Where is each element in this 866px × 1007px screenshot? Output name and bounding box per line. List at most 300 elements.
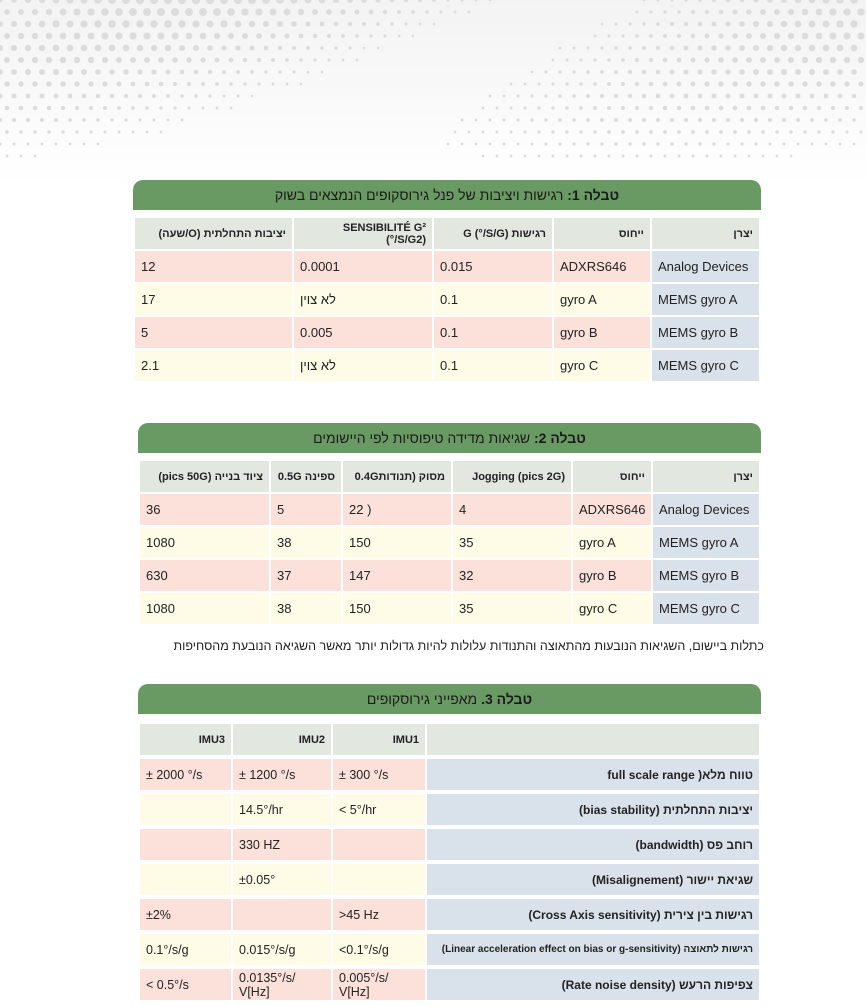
table-cell: [333, 864, 425, 895]
decorative-dot: [739, 45, 745, 51]
decorative-dot: [782, 118, 786, 122]
decorative-dot: [249, 21, 255, 27]
decorative-dot: [677, 34, 681, 38]
decorative-dot: [115, 8, 123, 16]
table-cell: 0.0135°/s/ V[Hz]: [233, 969, 331, 1000]
decorative-dot: [418, 0, 422, 2]
decorative-dot: [663, 58, 668, 63]
decorative-dot: [151, 69, 156, 74]
decorative-dot: [705, 10, 709, 14]
decorative-dot: [607, 58, 611, 62]
decorative-dot: [18, 9, 24, 15]
decorative-dot: [278, 46, 282, 50]
decorative-dot: [600, 46, 603, 49]
decorative-dot: [447, 143, 450, 146]
decorative-dot: [718, 57, 724, 63]
table-cell: ± 300 °/s: [333, 759, 425, 790]
table-1-title: טבלה 1: רגישות ויציבות של פנל גירוסקופים הנמצאים בשוק: [133, 180, 761, 210]
decorative-dot: [179, 45, 185, 51]
decorative-dot: [726, 118, 730, 122]
decorative-dot: [823, 69, 829, 75]
decorative-dot: [312, 9, 318, 15]
decorative-dot: [313, 58, 316, 61]
decorative-dot: [361, 0, 367, 3]
decorative-dot: [656, 142, 659, 145]
table-cell: 630: [140, 560, 269, 591]
decorative-dot: [0, 0, 3, 3]
decorative-dot: [327, 34, 331, 38]
table-row: [135, 350, 759, 381]
decorative-dot: [208, 94, 211, 97]
decorative-dot: [656, 118, 660, 122]
table-cell: gyro A: [573, 527, 651, 558]
decorative-dot: [186, 33, 193, 40]
column-header: מסוק (תנודות0.4G: [343, 461, 451, 492]
decorative-dot: [788, 9, 794, 15]
table-cell: 36: [140, 494, 269, 525]
decorative-dot: [489, 143, 492, 146]
decorative-dot: [851, 69, 857, 75]
decorative-dot: [221, 45, 226, 50]
decorative-dot: [202, 107, 205, 110]
decorative-dot: [683, 69, 688, 74]
decorative-dot: [566, 59, 569, 62]
decorative-dot: [760, 81, 765, 86]
decorative-dot: [544, 94, 547, 97]
decorative-dot: [725, 69, 731, 75]
decorative-dot: [454, 131, 457, 134]
decorative-dot: [186, 57, 191, 62]
decorative-dot: [363, 47, 366, 50]
decorative-dot: [200, 57, 205, 62]
decorative-dot: [754, 142, 757, 145]
decorative-dot: [586, 142, 589, 145]
decorative-dot: [194, 70, 199, 75]
table-cell: רגישות בין צירית (Cross Axis sensitivity): [427, 899, 759, 930]
column-header: Jogging (pics 2G): [453, 461, 571, 492]
decorative-dot: [635, 82, 639, 86]
table-cell: MEMS gyro A: [652, 284, 759, 315]
decorative-dot: [621, 106, 625, 110]
table-cell: 12: [135, 251, 292, 282]
decorative-dot: [33, 130, 37, 134]
table-header-row: [140, 724, 759, 755]
decorative-dot: [748, 155, 751, 158]
decorative-dot: [650, 155, 653, 158]
decorative-dot: [11, 0, 17, 3]
decorative-dot: [222, 94, 225, 97]
decorative-dot: [468, 11, 471, 14]
decorative-dot: [214, 33, 220, 39]
decorative-dot: [18, 81, 24, 87]
decorative-dot: [608, 35, 611, 38]
table-cell: 0.1: [434, 284, 552, 315]
decorative-dot: [739, 69, 745, 75]
decorative-dot: [18, 33, 24, 39]
decorative-dot: [768, 118, 772, 122]
decorative-dot: [677, 10, 681, 14]
table-row: [140, 494, 759, 525]
decorative-dot: [0, 69, 3, 75]
decorative-dot: [235, 21, 242, 28]
decorative-dot: [26, 142, 29, 145]
decorative-dot: [326, 9, 332, 15]
decorative-dot: [698, 118, 702, 122]
decorative-dot: [172, 33, 179, 40]
decorative-dot: [572, 142, 575, 145]
decorative-dot: [678, 155, 681, 158]
decorative-dot: [164, 20, 172, 28]
table-cell: 0.1: [434, 350, 552, 381]
decorative-dot: [740, 0, 745, 2]
decorative-dot: [803, 106, 807, 110]
decorative-dot: [34, 155, 37, 158]
decorative-dot: [733, 130, 737, 134]
table-cell: 4: [453, 494, 571, 525]
decorative-dot: [796, 94, 801, 99]
decorative-dot: [510, 83, 513, 86]
decorative-dot: [503, 95, 506, 98]
decorative-dot: [558, 142, 561, 145]
decorative-dot: [649, 58, 653, 62]
decorative-dot: [822, 20, 829, 27]
decorative-dot: [201, 82, 205, 86]
table-cell: 2.1: [135, 350, 292, 381]
decorative-dot: [320, 46, 324, 50]
decorative-dot: [362, 22, 366, 26]
decorative-dot: [684, 46, 689, 51]
decorative-dot: [375, 0, 380, 3]
decorative-dot: [530, 94, 533, 97]
decorative-dot: [411, 10, 415, 14]
decorative-dot: [761, 106, 766, 111]
decorative-dot: [795, 21, 802, 28]
decorative-dot: [621, 82, 625, 86]
decorative-dot: [580, 155, 583, 158]
decorative-dot: [593, 82, 597, 86]
decorative-dot: [753, 21, 759, 27]
decorative-dot: [172, 57, 178, 63]
decorative-dot: [795, 45, 802, 52]
table-cell: 35: [453, 527, 571, 558]
decorative-dot: [600, 70, 604, 74]
decorative-dot: [690, 81, 695, 86]
decorative-dot: [53, 21, 60, 28]
decorative-dot: [740, 118, 744, 122]
decorative-dot: [502, 118, 505, 121]
decorative-dot: [642, 70, 647, 75]
decorative-dot: [552, 155, 555, 158]
table-cell: gyro B: [554, 317, 650, 348]
decorative-dot: [719, 10, 724, 15]
decorative-dot: [39, 0, 45, 3]
decorative-dot: [348, 22, 352, 26]
decorative-dot: [825, 143, 828, 146]
decorative-dot: [376, 22, 380, 26]
decorative-dot: [165, 45, 171, 51]
table-cell: ± 2000 °/s: [140, 759, 231, 790]
decorative-dot: [558, 118, 562, 122]
decorative-dot: [25, 69, 31, 75]
decorative-dot: [264, 70, 267, 73]
decorative-dot: [277, 21, 283, 27]
decorative-dot: [187, 106, 190, 109]
decorative-dot: [181, 119, 184, 122]
decorative-dot: [859, 106, 863, 110]
decorative-dot: [110, 118, 113, 121]
decorative-dot: [20, 155, 23, 158]
decorative-dot: [857, 32, 864, 39]
decorative-dot: [95, 45, 102, 52]
decorative-dot: [810, 94, 815, 99]
decorative-dot: [850, 20, 857, 27]
table-cell: 5: [271, 494, 341, 525]
decorative-dot: [46, 81, 51, 86]
decorative-dot: [510, 107, 513, 110]
decorative-dot: [775, 106, 780, 111]
decorative-dot: [73, 8, 80, 15]
decorative-dot: [215, 58, 220, 63]
decorative-dot: [803, 130, 806, 133]
decorative-dot: [101, 8, 109, 16]
table-cell: 1080: [140, 593, 269, 624]
decorative-dot: [32, 81, 38, 87]
decorative-dot: [739, 21, 745, 27]
decorative-dot: [12, 118, 16, 122]
decorative-dot: [5, 130, 9, 134]
table-cell: ±0.05°: [233, 864, 331, 895]
decorative-dot: [69, 143, 72, 146]
decorative-dot: [811, 143, 814, 146]
decorative-dot: [461, 119, 464, 122]
decorative-dot: [354, 9, 359, 14]
decorative-dot: [68, 118, 72, 122]
decorative-dot: [101, 32, 108, 39]
decorative-dot: [109, 69, 115, 75]
decorative-dot: [89, 130, 92, 133]
decorative-dot: [285, 58, 289, 62]
decorative-dot: [81, 45, 88, 52]
decorative-dot: [355, 34, 359, 38]
decorative-dot: [831, 130, 834, 133]
decorative-dot: [102, 81, 107, 86]
decorative-dot: [711, 45, 716, 50]
decorative-dot: [132, 131, 135, 134]
decorative-dot: [164, 0, 172, 4]
decorative-dot: [270, 33, 275, 38]
decorative-dot: [579, 82, 583, 86]
decorative-dot: [614, 94, 618, 98]
decorative-dot: [151, 45, 157, 51]
decorative-dot: [263, 21, 269, 27]
decorative-dot: [356, 59, 359, 62]
decorative-dot: [0, 21, 3, 27]
decorative-dot: [636, 155, 639, 158]
decorative-dot: [670, 0, 673, 2]
decorative-dot: [725, 93, 730, 98]
table-cell: gyro A: [554, 284, 650, 315]
decorative-dot: [89, 106, 93, 110]
decorative-dot: [87, 32, 94, 39]
decorative-dot: [432, 0, 436, 2]
decorative-dot: [39, 45, 46, 52]
decorative-dot: [809, 45, 816, 52]
decorative-dot: [734, 155, 737, 158]
decorative-dot: [110, 94, 114, 98]
decorative-dot: [482, 131, 485, 134]
decorative-dot: [816, 9, 823, 16]
decorative-dot: [425, 10, 428, 13]
decorative-dot: [579, 130, 583, 134]
decorative-dot: [830, 57, 836, 63]
decorative-dot: [138, 118, 141, 121]
decorative-dot: [656, 46, 660, 50]
decorative-dot: [53, 69, 59, 75]
decorative-dot: [838, 118, 842, 122]
decorative-dot: [243, 58, 248, 63]
decorative-dot: [206, 0, 214, 4]
table-cell: ADXRS646: [573, 494, 651, 525]
decorative-dot: [607, 82, 611, 86]
decorative-dot: [404, 22, 407, 25]
decorative-dot: [565, 106, 569, 110]
decorative-dot: [117, 106, 121, 110]
decorative-dot: [712, 142, 715, 145]
decorative-dot: [836, 0, 843, 4]
table-cell: 0.005: [294, 317, 432, 348]
decorative-dot: [160, 131, 163, 134]
decorative-dot: [649, 10, 652, 13]
decorative-dot: [838, 94, 843, 99]
decorative-dot: [61, 106, 65, 110]
decorative-dot: [298, 9, 304, 15]
decorative-dot: [565, 130, 568, 133]
decorative-dot: [790, 155, 793, 158]
decorative-dot: [788, 57, 794, 63]
decorative-dot: [781, 93, 786, 98]
decorative-dot: [551, 82, 554, 85]
decorative-dot: [705, 34, 710, 39]
decorative-dot: [306, 46, 310, 50]
decorative-dot: [858, 57, 864, 63]
table-cell: MEMS gyro C: [653, 593, 759, 624]
decorative-dot: [250, 70, 254, 74]
decorative-dot: [234, 0, 242, 4]
decorative-dot: [510, 155, 513, 158]
decorative-dot: [753, 93, 758, 98]
decorative-dot: [88, 81, 93, 86]
decorative-dot: [166, 70, 171, 75]
decorative-dot: [255, 8, 262, 15]
decorative-dot: [552, 59, 555, 62]
decorative-dot: [697, 69, 702, 74]
decorative-dot: [256, 33, 262, 39]
decorative-dot: [32, 9, 38, 15]
decorative-dot: [670, 46, 675, 51]
decorative-dot: [75, 130, 78, 133]
decorative-dot: [845, 130, 848, 133]
decorative-dot: [192, 20, 199, 27]
decorative-dot: [740, 142, 743, 145]
decorative-dot: [74, 57, 80, 63]
decorative-dot: [199, 8, 207, 16]
decorative-dot: [460, 0, 463, 2]
decorative-dot: [143, 8, 151, 16]
decorative-dot: [146, 131, 149, 134]
decorative-dot: [739, 93, 744, 98]
table-cell: רגישות לתאוצה (Linear acceleration effect on bias or g-sensitivity): [427, 934, 759, 965]
decorative-dot: [809, 21, 816, 28]
decorative-dot: [816, 81, 821, 86]
decorative-dot: [719, 130, 723, 134]
table-cell: < 0.5°/s: [140, 969, 231, 1000]
decorative-dot: [802, 57, 808, 63]
decorative-dot: [635, 34, 639, 38]
decorative-dot: [593, 58, 596, 61]
column-header: IMU3: [140, 724, 231, 755]
decorative-dot: [284, 9, 291, 16]
decorative-dot: [192, 0, 200, 4]
decorative-dot: [412, 35, 415, 38]
decorative-dot: [852, 118, 855, 121]
decorative-dot: [0, 118, 2, 122]
decorative-dot: [726, 0, 731, 2]
decorative-dot: [698, 0, 702, 2]
decorative-dot: [341, 34, 345, 38]
decorative-dot: [565, 82, 568, 85]
decorative-dot: [439, 10, 442, 13]
decorative-dot: [789, 130, 793, 134]
decorative-dot: [272, 83, 275, 86]
decorative-dot: [691, 106, 696, 111]
decorative-dot: [704, 81, 709, 86]
table-3-title: טבלה 3. מאפייני גירוסקופים: [138, 684, 761, 714]
decorative-dot: [404, 0, 408, 2]
decorative-dot: [390, 22, 393, 25]
decorative-dot: [509, 130, 512, 133]
decorative-dot: [725, 21, 730, 26]
decorative-dot: [649, 130, 653, 134]
table-cell: < 5°/hr: [333, 794, 425, 825]
decorative-dot: [767, 69, 773, 75]
decorative-dot: [18, 57, 24, 63]
table-row: [140, 829, 759, 860]
decorative-dot: [607, 130, 611, 134]
decorative-dot: [733, 106, 738, 111]
decorative-dot: [816, 33, 823, 40]
decorative-dot: [433, 23, 436, 26]
decorative-dot: [720, 155, 723, 158]
decorative-dot: [340, 9, 345, 14]
decorative-dot: [712, 22, 717, 27]
decorative-dot: [108, 0, 116, 4]
decorative-dot: [262, 0, 270, 4]
table-cell: לא צוין: [294, 350, 432, 381]
table-cell: gyro B: [573, 560, 651, 591]
decorative-dot: [286, 83, 289, 86]
decorative-dot: [524, 83, 527, 86]
decorative-dot: [454, 11, 457, 14]
decorative-dot: [614, 118, 618, 122]
decorative-dot: [327, 58, 330, 61]
decorative-dot: [145, 82, 150, 87]
decorative-dot: [635, 130, 639, 134]
table-cell: 38: [271, 527, 341, 558]
table-header-row: [135, 218, 759, 249]
decorative-dot: [649, 106, 653, 110]
decorative-dot: [530, 142, 533, 145]
decorative-dot: [307, 71, 310, 74]
